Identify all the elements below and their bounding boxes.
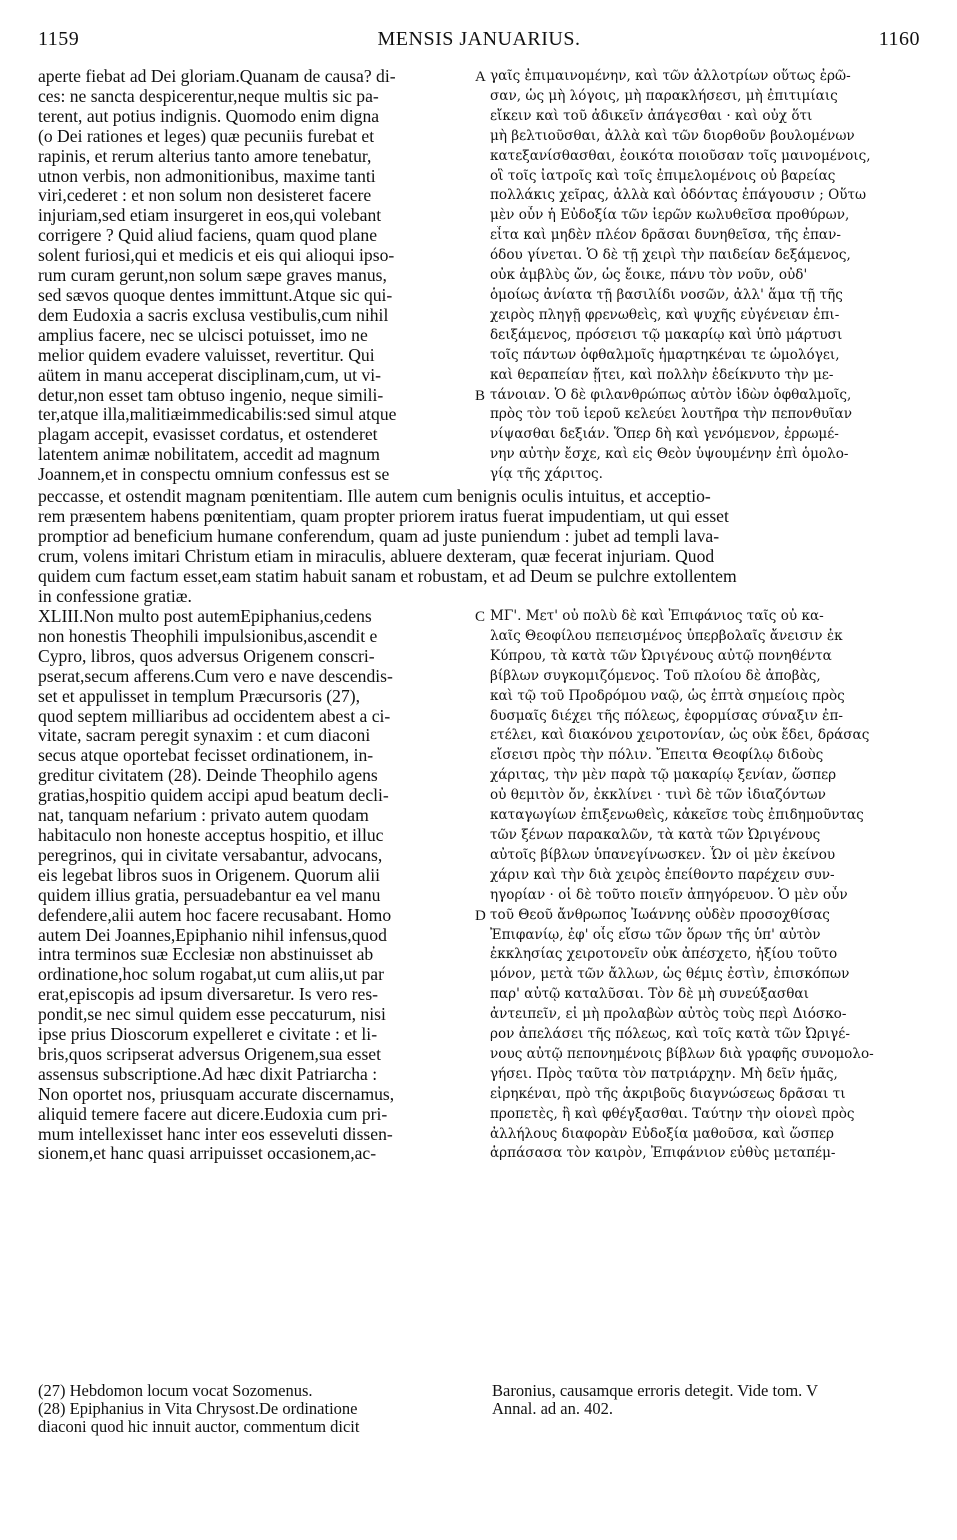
text-line: σαν, ὡς μὴ λόγοις, μὴ παρακλήσεσι, μὴ ἐπιτιμίαις: [490, 87, 838, 104]
text-line: non honestis Theophili impulsionibus,ascendit e: [38, 626, 378, 646]
text-line: habitaculo non honeste acceptus hospitio, et illuc: [38, 825, 384, 845]
text-line: όδου γίνεται. Ὁ δὲ τῇ χειρὶ τὴν παιδείαν δεξάμενος,: [490, 247, 851, 264]
page-number-right: 1160: [878, 28, 920, 50]
footnote-line: diaconi quod hic innuit auctor, commentum dicit: [38, 1417, 360, 1436]
margin-marker-a: A: [475, 69, 486, 85]
text-line: amplius facere, nec se ulcisci potuisset, imo ne: [38, 325, 368, 345]
text-line: autem Dei Joannes,Epiphanio nihil infensus,quod: [38, 925, 387, 945]
text-line: solent furiosi,qui et medicis et eis qui alioqui ipso-: [38, 246, 395, 266]
text-line: πρὸς τὸν τοῦ ἱεροῦ κελεύει λουτῆρα τὴν πεπονθυῖαν: [490, 406, 852, 423]
text-line: ter,atque illa,malitiæimmedicabilis:sed simul atque: [38, 405, 397, 425]
text-line: sed sævos quoque dentes immittunt.Atque sic qui-: [38, 285, 393, 305]
text-line: Ἐπιφανίῳ, ἐφ' οἷς εἴσω τῶν ὅρων τῆς ὑπ' αὐτὸν: [490, 926, 821, 943]
text-line: καταγωγίων ἐπιξενωθεὶς, κἀκεῖσε τοὺς ἐπιδημοῦντας: [490, 807, 864, 824]
text-line: ordinatione,hoc solum rogabat,ut cum aliis,ut par: [38, 965, 384, 985]
page-header: [38, 28, 920, 56]
text-line: ὁμοίως ἀνίατα τῇ βασιλίδι νοσῶν, ἀλλ' ἅμα τῇ τῆς: [490, 286, 843, 303]
text-line: sionem,et hanc quasi arripuisset occasionem,ac-: [38, 1144, 377, 1164]
text-line: quod septem milliaribus ad occidentem abest a ci-: [38, 706, 391, 726]
text-line: assensus subscriptione.Ad hæc dixit Patriarcha :: [38, 1064, 378, 1084]
text-line: κατεξανίσθασθαι, ἐοικότα ποιοῦσαν τοῖς μαινομένοις,: [490, 147, 871, 164]
text-line: οὐκ ἀμβλὺς ὤν, ὡς ἔοικε, πάνυ τὸν νοῦν, οὐδ': [490, 267, 808, 284]
text-line: καὶ θεραπείαν ᾔτει, καὶ πολλὴν ἐδείκνυτο τὴν με-: [490, 366, 834, 383]
footnotes-right: [492, 1382, 920, 1418]
text-line: dem Eudoxia a sacris exclusa vestibulis,cum nihil: [38, 305, 389, 325]
text-line: δειξάμενος, πρόσεισι τῷ μακαρίῳ καὶ ὑπὸ μάρτυσι: [490, 326, 843, 343]
text-line: εἶτα καὶ μηδὲν πλέον δρᾶσαι δυνηθεῖσα, τῆς ἐπαν-: [490, 227, 841, 244]
text-line: γαῖς ἐπιμαινομένην, καὶ τῶν ἀλλοτρίων οὕτως ἐρῶ-: [490, 68, 851, 84]
text-line: ρον ἀπελάσει τῆς πόλεως, καὶ τοῖς κατὰ τῶν Ὠριγέ-: [490, 1026, 850, 1043]
latin-column-block2: [38, 607, 468, 1164]
text-line: νους αὐτῷ πεπονημένοις βίβλων διὰ γραφῆς συνομολο-: [490, 1045, 874, 1062]
text-line: peccasse, et ostendit magnam pœnitentiam. Ille autem cum benignis oculis intuitus, et acceptio-: [38, 487, 711, 506]
text-line: τάνοιαν. Ὁ δὲ φιλανθρώπως αὐτὸν ἰδὼν ὀφθαλμοῖς,: [490, 386, 852, 403]
text-line: χάριν καὶ τὴν διὰ χειρὸς ἐπείθοντο παρέχειν συν-: [490, 866, 835, 883]
text-line: εἰρηκέναι, πρὸ τῆς ἀκριβοῦς διαγνώσεως δρᾶσαι τι: [490, 1085, 846, 1102]
text-line: ΜΓ'. Μετ' οὐ πολὺ δὲ καὶ Ἐπιφάνιος ταῖς οὐ κα-: [490, 608, 824, 624]
text-line: πολλάκις χεῖρας, ἀλλὰ καὶ ὀδόντας ἐπάγουσιν ; Οὕτω: [490, 187, 867, 204]
text-line: aliquid temere facere aut dicere.Eudoxia cum pri-: [38, 1104, 388, 1124]
text-line: ces: ne sancta despicerentur,neque multis sic pa-: [38, 86, 379, 106]
text-line: viri,cederet : et non solum non desisteret facere: [38, 186, 372, 206]
text-line: eis legebat libros suos in Origenem. Quorum alii: [38, 865, 381, 885]
text-line: τοῦ Θεοῦ ἄνθρωπος Ἰωάννης οὐδὲν προσοχθίσας: [490, 906, 830, 923]
text-line: καὶ τῷ τοῦ Προδρόμου ναῷ, ὡς ἑπτὰ σημείοις πρὸς: [490, 687, 845, 704]
text-line: mum intellexisset hanc inter eos esseveluti dissen-: [38, 1124, 393, 1144]
text-line: οὐ θεμιτὸν ὄν, ἐκκλίνει · τινὶ δὲ τῶν ἰδιαζόντων: [490, 787, 826, 804]
text-line: Cypro, libros, quos adversus Origenem conscri-: [38, 646, 375, 666]
text-line: γίᾳ τῆς χάριτος.: [490, 466, 603, 483]
text-line: γήσει. Πρὸς ταῦτα τὸν πατριάρχην. Μὴ δεῖν ἡμᾶς,: [490, 1065, 838, 1082]
text-line: pserat,secum afferens.Cum vero e nave descendis-: [38, 666, 393, 686]
text-line: set et appulisset in templum Præcursoris (27),: [38, 686, 361, 706]
footnote-line: (28) Epiphanius in Vita Chrysost.De ordinatione: [38, 1399, 358, 1418]
text-line: βίβλων συγκομιζόμενος. Τοῦ πλοίου δὲ ἀποβὰς,: [490, 667, 821, 684]
greek-column-block2: [490, 607, 920, 1164]
text-line: vitate, sacram peregit synaxim : et cum diaconi: [38, 726, 371, 746]
text-line: ipse prius Dioscorum expelleret e civitate : et li-: [38, 1025, 378, 1045]
text-line: defendere,alii autem hoc facere recusabant. Homo: [38, 905, 392, 925]
text-line: aperte fiebat ad Dei gloriam.Quanam de causa? di-: [38, 67, 396, 86]
text-line: ηγορίαν · οἱ δὲ τοῦτο ποιεῖν ἀπηγόρευον. Ὁ μὲν οὖν: [490, 886, 848, 903]
running-title: MENSIS JANUARIUS.: [377, 28, 581, 50]
text-line: rum curam gerunt,non solum sæpe graves manus,: [38, 266, 387, 286]
text-line: ἁρπάσασα τὸν καιρὸν, Ἐπιφάνιον εὐθὺς μεταπέμ-: [490, 1145, 836, 1162]
margin-marker-b: B: [475, 388, 486, 404]
text-line: intra terminos suæ Ecclesiæ non abstinuisset ab: [38, 945, 374, 965]
text-line: gratias,hospitio quidem accipi apud beatum decli-: [38, 786, 389, 806]
text-line: δυσμαῖς διέχει τῆς πόλεως, ἐφορμίσας σύναξιν ἐπ-: [490, 707, 843, 724]
text-line: Joannem,et in conspectu omnium confessus est se: [38, 465, 390, 485]
text-line: plagam accepit, evasisset cordatus, et ostenderet: [38, 425, 378, 445]
footnotes-left: [38, 1382, 478, 1436]
text-line: ἐκκλησίας χειροτονεῖν οὐκ ἀπέσχετο, ἠξίου τοῦτο: [490, 946, 838, 963]
text-line: quidem cum factum esset,eam statim habuit sanam et robustam, et ad Deum se pulchre extollentem: [38, 566, 737, 586]
text-line: ἀλλήλους διαφορὰν Εὐδοξία μαθοῦσα, καὶ ὥσπερ: [490, 1125, 834, 1142]
text-line: ἀντειπεῖν, εἰ μὴ προλαβὼν αὐτὸς τοὺς περὶ Διόσκο-: [490, 1006, 847, 1023]
text-line: promptior ad beneficium humane conferendum, quam ad juste puniendum : jubet ad templi lava-: [38, 526, 720, 546]
text-line: peregrinos, qui in civitate versabantur, advocans,: [38, 845, 383, 865]
text-line: pondit,se nec simul quidem esse peccaturum, nisi: [38, 1005, 386, 1025]
text-line: ετέλει, καὶ διακόνου χειροτονίαν, ὡς οὐκ ἔδει, δράσας: [490, 727, 870, 744]
footnote-line: (27) Hebdomon locum vocat Sozomenus.: [38, 1381, 313, 1400]
text-line: χάριτας, τὴν μὲν παρὰ τῷ μακαρίῳ ξενίαν, ὥσπερ: [490, 767, 837, 784]
full-width-text: [38, 487, 920, 606]
text-line: erat,episcopis ad ipsum diversaretur. Is vero res-: [38, 985, 379, 1005]
text-line: XLIII.Non multo post autemEpiphanius,cedens: [38, 607, 372, 626]
text-line: νην αὐτὴν ἔσχε, καὶ εἰς Θεὸν ὑψουμένην ἐπὶ ὁμολο-: [490, 446, 849, 463]
text-line: Non oportet nos, priusquam accurate discernamus,: [38, 1084, 395, 1104]
margin-marker-c: C: [475, 609, 486, 625]
text-line: (o Dei rationes et leges) quæ pecuniis furebat et: [38, 126, 375, 146]
page-number-left: 1159: [38, 28, 80, 50]
text-line: λαῖς Θεοφίλου πεπεισμένος ὑπερβολαῖς ἄνεισιν ἐκ: [490, 627, 843, 644]
text-line: latentem animæ nobilitatem, accedit ad magnum: [38, 445, 380, 465]
greek-column-block1: [490, 67, 920, 485]
text-line: εἴσεισι πρὸς τὴν πόλιν. Ἔπειτα Θεοφίλῳ διδοὺς: [490, 747, 824, 764]
text-line: secus atque oportebat fecisset ordinationem, in-: [38, 746, 374, 766]
text-line: melior quidem evadere valuisset, revertitur. Qui: [38, 345, 375, 365]
text-line: bris,quos scripserat adversus Origenem,sua esset: [38, 1044, 381, 1064]
text-line: μὴ βελτιοῦσθαι, ἀλλὰ καὶ τῶν διορθοῦν βουλομένων: [490, 127, 855, 144]
margin-marker-d: D: [475, 908, 486, 924]
text-line: nat, tanquam nefarium : privato autem quodam: [38, 806, 369, 826]
text-line: detur,non esset tam obtuso ingenio, neque simili-: [38, 385, 384, 405]
text-line: Κύπρου, τὰ κατὰ τῶν Ὠριγένους αὐτῷ πονηθέντα: [490, 647, 832, 664]
text-line: crum, volens imitari Christum etiam in miraculis, abluere dexteram, quæ fecerat injuriam. Quod: [38, 546, 715, 566]
text-line: injuriam,sed etiam insurgeret in eos,qui volebant: [38, 206, 382, 226]
text-line: οἳ τοῖς ἰατροῖς καὶ τοῖς ἐπιμελομένοις οὐ βαρείας: [490, 167, 836, 184]
text-line: corrigere ? Quid aliud faciens, quam quod plane: [38, 226, 378, 246]
text-line: in confessione gratiæ.: [38, 586, 192, 606]
text-line: παρ' αὐτῷ καταλῦσαι. Τὸν δὲ μὴ συνεύξασθαι: [490, 986, 809, 1003]
text-line: rapinis, et rerum alterius tanto amore tenebatur,: [38, 146, 372, 166]
text-line: μὲν οὖν ἡ Εὐδοξία τῶν ἱερῶν κωλυθεῖσα προθύρων,: [490, 207, 850, 224]
text-line: αὐτοῖς βίβλων ὑπανεγίνωσκεν. Ὧν οἱ μὲν ἐκείνου: [490, 846, 836, 863]
text-line: τοῖς πάντων ὀφθαλμοῖς ἡμαρτηκέναι τε ὡμολόγει,: [490, 346, 840, 363]
text-line: νίψασθαι δεξιάν. Ὅπερ δὴ καὶ γενόμενον, ἐρρωμέ-: [490, 426, 839, 443]
text-line: χειρὸς πληγῇ φρενωθεὶς, καὶ ψυχῆς εὐγένειαν ἐπι-: [490, 306, 840, 323]
text-line: μόνον, μετὰ τῶν ἄλλων, ὡς θέμις ἐστὶν, ἐπισκόπων: [490, 966, 850, 983]
text-line: προπετὲς, ἢ καὶ φθέγξασθαι. Ταύτην τὴν οἱονεὶ πρὸς: [490, 1105, 855, 1122]
footnote-line: Baronius, causamque erroris detegit. Vide tom. V: [492, 1381, 819, 1400]
text-line: εἴκειν καὶ τοῦ ἀδικεῖν ἀπάγεσθαι · καὶ οὐχ ὅτι: [490, 107, 813, 124]
text-line: aütem in manu acceperat disciplinam,cum, ut vi-: [38, 365, 381, 385]
text-line: τῶν ξένων παρακαλῶν, τὰ κατὰ τῶν Ὠριγένους: [490, 826, 821, 843]
footnote-line: Annal. ad an. 402.: [492, 1399, 613, 1418]
text-line: greditur civitatem (28). Deinde Theophilo agens: [38, 766, 378, 786]
text-line: quidem illius gratia, persuadebantur ea vel manu: [38, 885, 381, 905]
text-line: terent, aut potius indignis. Quomodo enim digna: [38, 106, 380, 126]
text-line: utnon verbis, non admonitionibus, maxime tanti: [38, 166, 376, 186]
text-line: rem præsentem habens pœnitentiam, quam propter priorem iratus fuerat impudentiam, ut qui esset: [38, 506, 729, 526]
latin-column-block1: [38, 67, 468, 485]
